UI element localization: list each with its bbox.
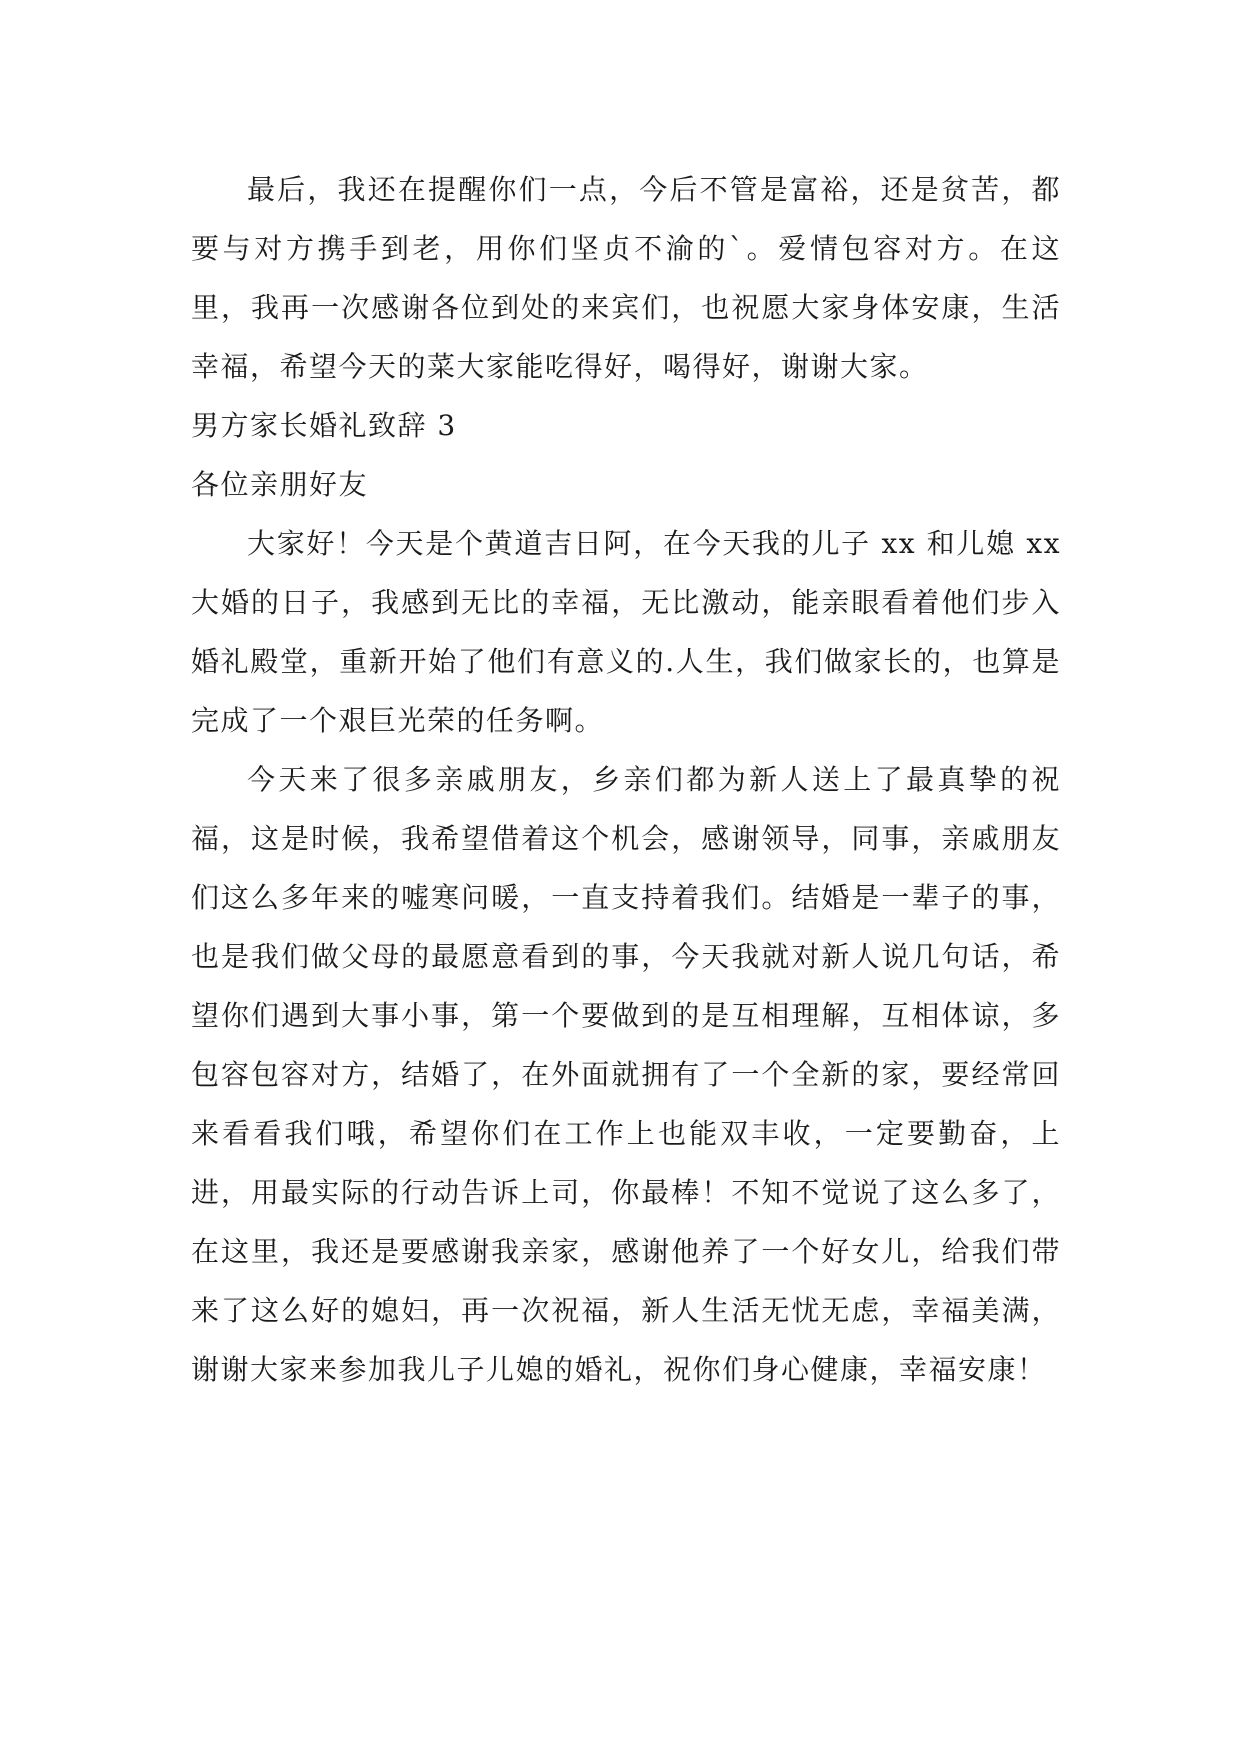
greeting-paragraph: 大家好！今天是个黄道吉日阿，在今天我的儿子 xx 和儿媳 xx 大婚的日子，我感到无比的幸福，无比激动，能亲眼看着他们步入婚礼殿堂，重新开始了他们有意义的.人生，我们做家长的，也算是完成了一个艰巨光荣的任务啊。 <box>191 527 1061 737</box>
document-body <box>191 160 1061 1399</box>
salutation: 各位亲朋好友 <box>191 468 369 501</box>
section-title: 男方家长婚礼致辞 3 <box>191 409 457 442</box>
main-paragraph: 今天来了很多亲戚朋友，乡亲们都为新人送上了最真挚的祝福，这是时候，我希望借着这个机会，感谢领导，同事，亲戚朋友们这么多年来的嘘寒问暖，一直支持着我们。结婚是一辈子的事，也是我们做父母的最愿意看到的事，今天我就对新人说几句话，希望你们遇到大事小事，第一个要做到的是互相理解，互相体谅，多包容包容对方，结婚了，在外面就拥有了一个全新的家，要经常回来看看我们哦，希望你们在工作上也能双丰收，一定要勤奋，上进，用最实际的行动告诉上司，你最棒！不知不觉说了这么多了，在这里，我还是要感谢我亲家，感谢他养了一个好女儿，给我们带来了这么好的媳妇，再一次祝福，新人生活无忧无虑，幸福美满，谢谢大家来参加我儿子儿媳的婚礼，祝你们身心健康，幸福安康！ <box>191 763 1061 1386</box>
closing-paragraph: 最后，我还在提醒你们一点，今后不管是富裕，还是贫苦，都要与对方携手到老，用你们坚贞不渝的`。爱情包容对方。在这里，我再一次感谢各位到处的来宾们，也祝愿大家身体安康，生活幸福，希望今天的菜大家能吃得好，喝得好，谢谢大家。 <box>191 173 1061 383</box>
